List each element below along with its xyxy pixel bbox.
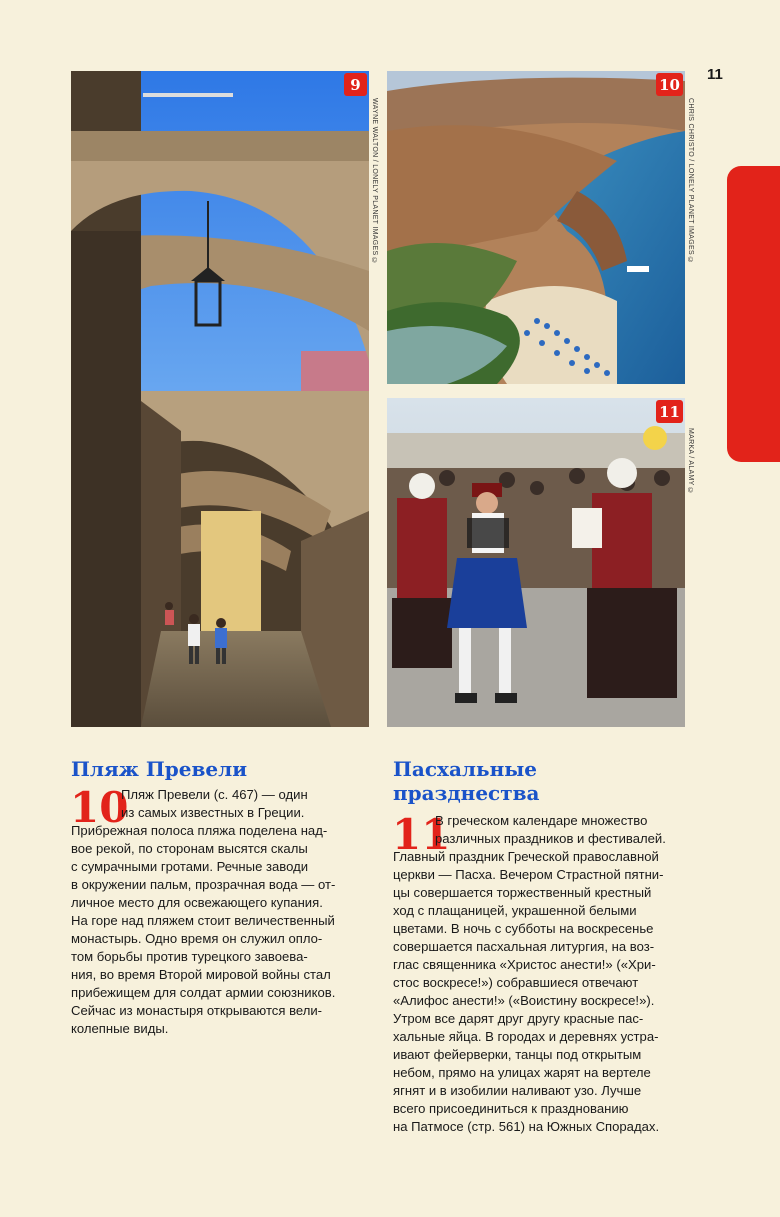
section-11-line: всего присоединиться к празднованию [393,1101,629,1116]
section-10-line: прибежищем для солдат армии союзников. [71,985,336,1000]
section-11-line: различных праздников и фестивалей. [435,831,666,846]
section-11-line: ивают фейерверки, танцы под открытым [393,1047,642,1062]
photo-preveli-beach-image [387,71,685,384]
section-10-line: Пляж Превели (с. 467) — один [121,787,308,802]
chapter-tab [727,166,780,462]
photo-preveli-beach [387,71,685,384]
photo-credit-11: MARKA / ALAMY © [687,428,694,496]
section-10-line: Прибрежная полоса пляжа поделена над- [71,823,328,838]
section-10-line: Сейчас из монастыря открываются вели- [71,1003,323,1018]
section-11-line: глас священника «Христос анести!» («Хри- [393,957,656,972]
section-11-line: стос воскресе!») собравшиеся отвечают [393,975,639,990]
section-10-line: ния, во время Второй мировой войны стал [71,967,331,982]
section-10-line: с сумрачными гротами. Речные заводи [71,859,309,874]
section-10-line: из самых известных в Греции. [121,805,305,820]
section-11-title [393,757,539,805]
section-10-line: колепные виды. [71,1021,169,1036]
section-11-title-line1: Пасхальные [393,757,537,781]
photo-credit-10: CHRIS CHRISTO / LONELY PLANET IMAGES © [687,98,694,265]
section-11-title-line2: празднества [393,781,540,805]
section-10-title: Пляж Превели [71,757,248,781]
photo-credit-9: WAYNE WALTON / LONELY PLANET IMAGES © [371,98,378,265]
section-11-body [393,812,666,1136]
section-10-line: вое рекой, по сторонам высятся скалы [71,841,308,856]
section-11-line: Главный праздник Греческой православной [393,849,659,864]
section-10-body [70,783,336,1038]
photo-rhodes-street-image [71,71,369,727]
section-11-line: ход с плащаницей, украшенной белыми [393,903,637,918]
section-11-line: ягнят и в изобилии наливают узо. Лучше [393,1083,642,1098]
photo-easter-dance-image [387,398,685,727]
section-11-line: на Патмосе (стр. 561) на Южных Спорадах. [393,1119,660,1134]
section-11-line: «Алифос анести!» («Воистину воскресе!»). [393,993,655,1008]
section-11-number: 11 [392,810,451,859]
photo-badge-9: 9 [344,73,367,96]
section-10-line: На горе над пляжем стоит величественный [71,913,335,928]
photo-badge-10: 10 [656,73,683,96]
section-11-line: Утром все дарят друг другу красные пас- [393,1011,644,1026]
photo-badge-11: 11 [656,400,683,423]
section-11-line: цветами. В ночь с субботы на воскресенье [393,921,654,936]
section-10-line: в окружении пальм, прозрачная вода — от- [71,877,336,892]
page-number: 11 [707,66,723,83]
section-11-line: хальные яйца. В городах и деревнях устра- [393,1029,659,1044]
section-10-line: том борьбы против турецкого завоева- [71,949,308,964]
section-11-line: небом, прямо на улицах жарят на вертеле [393,1065,651,1080]
section-11-line: совершается пасхальная литургия, на воз- [393,939,655,954]
section-10-line: личное место для освежающего купания. [71,895,323,910]
photo-rhodes-street [71,71,369,727]
photo-easter-dance [387,398,685,727]
section-11-line: церкви — Пасха. Вечером Страстной пятни- [393,867,664,882]
section-10-number: 10 [70,783,129,832]
section-11-line: цы совершается торжественный крестный [393,885,652,900]
section-11-line: В греческом календаре множество [435,813,648,828]
section-10-line: монастырь. Одно время он служил опло- [71,931,323,946]
